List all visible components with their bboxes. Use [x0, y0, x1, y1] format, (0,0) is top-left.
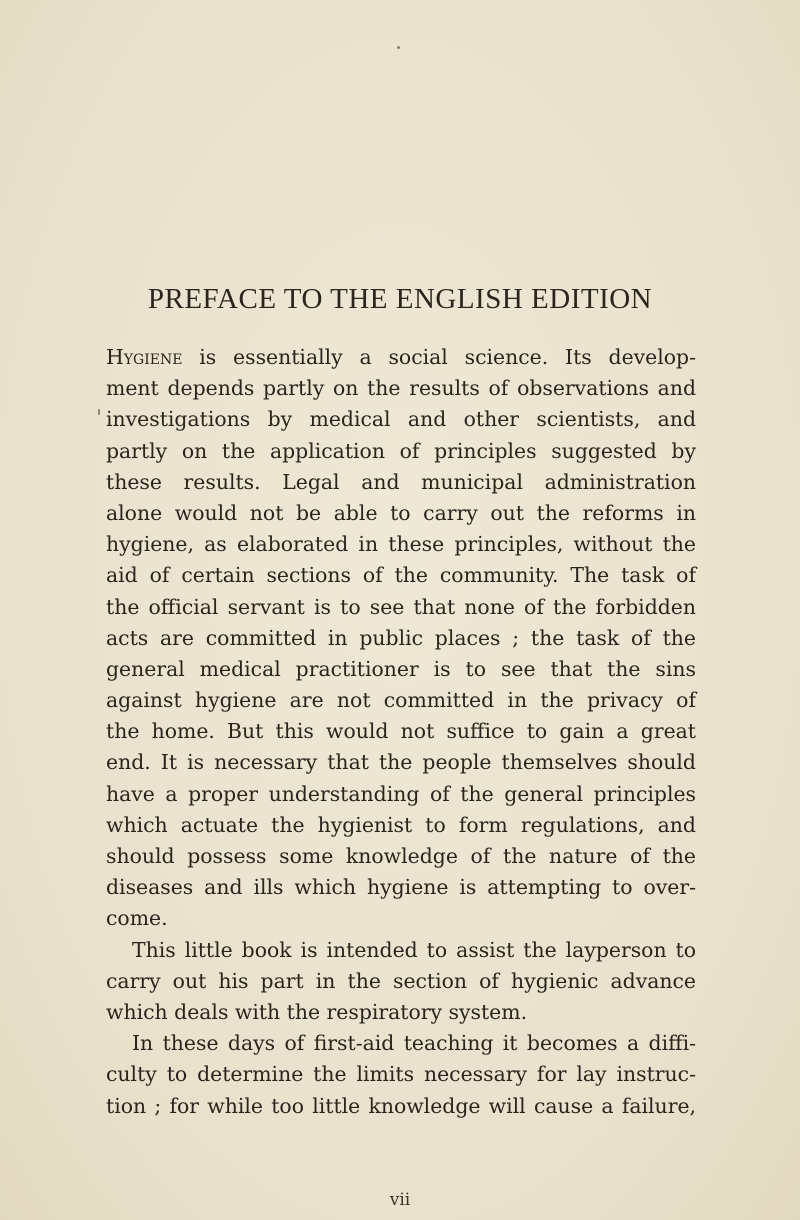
text-line: culty to determine the limits necessary for lay instruc-: [106, 1062, 696, 1087]
page-number: vii: [389, 1190, 411, 1210]
preface-text: [106, 342, 696, 1122]
text-line: which deals with the respiratory system.: [106, 999, 528, 1024]
text-line: these results. Legal and municipal administration: [106, 469, 696, 494]
text-line: partly on the application of principles suggested by: [106, 438, 696, 463]
text-line: which actuate the hygienist to form regulations, and: [106, 812, 696, 837]
text-line: In these days of first-aid teaching it becomes a diffi-: [132, 1031, 696, 1056]
text-line: ment depends partly on the results of observations and: [106, 376, 696, 401]
page-title: PREFACE TO THE ENGLISH EDITION: [147, 283, 653, 315]
text-line: alone would not be able to carry out the reforms in: [106, 500, 696, 525]
text-line: against hygiene are not committed in the privacy of: [106, 688, 696, 713]
text-line: have a proper understanding of the general principles: [106, 781, 696, 806]
first-line-rest: is essentially a social science. Its develop-: [199, 345, 696, 369]
text-line: the official servant is to see that none of the forbidden: [106, 594, 696, 619]
text-line: carry out his part in the section of hygienic advance: [106, 968, 696, 993]
text-line: diseases and ills which hygiene is attempting to over-: [106, 875, 696, 900]
opening-word: Hygiene: [106, 345, 183, 369]
text-line: acts are committed in public places ; the task of the: [106, 625, 696, 650]
text-line: tion ; for while too little knowledge will cause a failure,: [106, 1093, 696, 1118]
text-line: end. It is necessary that the people themselves should: [106, 750, 696, 775]
text-line: general medical practitioner is to see that the sins: [106, 656, 696, 681]
text-line: come.: [106, 906, 168, 931]
text-line: investigations by medical and other scientists, and: [106, 407, 696, 432]
text-line: the home. But this would not suffice to gain a great: [106, 719, 696, 744]
paragraph-first-line: [106, 342, 696, 373]
text-line: This little book is intended to assist the layperson to: [132, 937, 696, 962]
text-line: should possess some knowledge of the nature of the: [106, 844, 696, 868]
text-line: aid of certain sections of the community. The task of: [106, 563, 696, 588]
paper-speck: [397, 46, 400, 49]
text-line: hygiene, as elaborated in these principles, without the: [106, 532, 696, 557]
paper-speck: [98, 409, 100, 415]
